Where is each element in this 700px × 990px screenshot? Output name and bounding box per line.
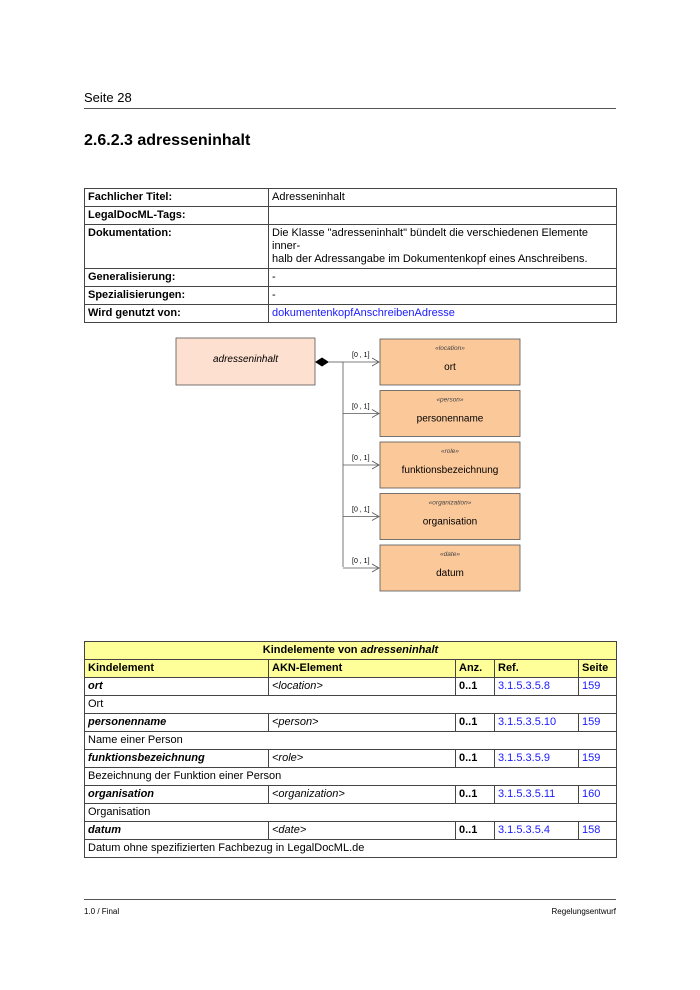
- composition-diamond-icon: [315, 358, 329, 367]
- col-header-anz: Anz.: [456, 660, 495, 678]
- child-name: funktionsbezeichnung: [85, 750, 269, 768]
- multiplicity-label: [0 , 1]: [352, 403, 370, 411]
- children-title-prefix: Kindelemente von: [262, 644, 361, 656]
- child-anz: 0..1: [456, 750, 495, 768]
- meta-value: -: [269, 287, 617, 305]
- child-ref-link[interactable]: 3.1.5.3.5.9: [498, 752, 550, 764]
- meta-key: Spezialisierungen:: [85, 287, 269, 305]
- table-row-description: [85, 696, 617, 714]
- child-page-link[interactable]: 159: [582, 752, 601, 764]
- meta-value: Adresseninhalt: [269, 189, 617, 207]
- meta-value: -: [269, 269, 617, 287]
- table-row: [85, 822, 617, 840]
- child-name: organisation: [85, 786, 269, 804]
- child-akn: <person>: [269, 714, 456, 732]
- table-row-description: [85, 840, 617, 858]
- table-row: [85, 750, 617, 768]
- child-ref-link[interactable]: 3.1.5.3.5.11: [498, 788, 556, 800]
- target-class-name: personenname: [416, 413, 484, 425]
- children-header-row: [85, 660, 617, 678]
- child-page-link[interactable]: 159: [582, 716, 601, 728]
- child-ref-cell: [495, 750, 579, 768]
- multiplicity-label: [0 , 1]: [352, 506, 370, 514]
- meta-row-tags: [85, 207, 617, 225]
- multiplicity-label: [0 , 1]: [352, 558, 370, 565]
- child-ref-link[interactable]: 3.1.5.3.5.8: [498, 680, 550, 692]
- meta-key: LegalDocML-Tags:: [85, 207, 269, 225]
- child-ref-link[interactable]: 3.1.5.3.5.4: [498, 824, 550, 836]
- target-classes: [343, 339, 520, 591]
- target-class-funktionsbezeichnung: [343, 442, 520, 488]
- child-page-cell: [579, 750, 617, 768]
- meta-row-generalization: [85, 269, 617, 287]
- multiplicity-label: [0 , 1]: [352, 352, 370, 359]
- target-class-ort: [343, 339, 520, 385]
- child-description: Datum ohne spezifizierten Fachbezug in LegalDocML.de: [85, 840, 617, 858]
- meta-row-specialization: [85, 287, 617, 305]
- child-description: Bezeichnung der Funktion einer Person: [85, 768, 617, 786]
- children-title-row: [85, 642, 617, 660]
- table-row: [85, 678, 617, 696]
- child-page-cell: [579, 822, 617, 840]
- child-akn: <role>: [269, 750, 456, 768]
- col-header-akn: AKN-Element: [269, 660, 456, 678]
- children-title: [85, 642, 617, 660]
- child-akn: <location>: [269, 678, 456, 696]
- target-class-name: funktionsbezeichnung: [401, 465, 499, 476]
- children-table: [84, 641, 617, 858]
- child-description: Name einer Person: [85, 732, 617, 750]
- header-divider: [84, 108, 616, 109]
- meta-key: Generalisierung:: [85, 269, 269, 287]
- page-header: Seite 28: [84, 90, 132, 105]
- child-akn: <organization>: [269, 786, 456, 804]
- child-anz: 0..1: [456, 822, 495, 840]
- children-title-class: adresseninhalt: [360, 644, 439, 656]
- child-ref-link[interactable]: 3.1.5.3.5.10: [498, 716, 557, 728]
- meta-value: [269, 207, 617, 225]
- metadata-table: [84, 188, 617, 323]
- stereotype-label: «date»: [440, 551, 460, 558]
- target-class-name: datum: [436, 568, 464, 579]
- child-anz: 0..1: [456, 714, 495, 732]
- child-page-cell: [579, 714, 617, 732]
- footer-document-type: Regelungsentwurf: [551, 907, 616, 916]
- child-description: Ort: [85, 696, 617, 714]
- target-class-personenname: [343, 391, 520, 437]
- meta-key: Fachlicher Titel:: [85, 189, 269, 207]
- child-page-link[interactable]: 158: [582, 824, 601, 836]
- stereotype-label: «person»: [436, 396, 464, 404]
- meta-value: [269, 305, 617, 323]
- stereotype-label: «location»: [435, 345, 465, 352]
- child-ref-cell: [495, 786, 579, 804]
- source-class-name: adresseninhalt: [212, 354, 279, 365]
- footer-divider: [84, 899, 616, 900]
- meta-row-title: [85, 189, 617, 207]
- section-title: 2.6.2.3 adresseninhalt: [84, 132, 251, 149]
- target-class-name: ort: [444, 362, 456, 373]
- meta-value: [269, 225, 617, 269]
- child-ref-cell: [495, 822, 579, 840]
- child-name: datum: [85, 822, 269, 840]
- meta-row-documentation: [85, 225, 617, 269]
- child-name: personenname: [85, 714, 269, 732]
- target-class-datum: [343, 545, 520, 591]
- table-row-description: [85, 732, 617, 750]
- child-page-cell: [579, 678, 617, 696]
- col-header-kindelement: Kindelement: [85, 660, 269, 678]
- target-class-name: organisation: [422, 516, 478, 528]
- meta-row-used-by: [85, 305, 617, 323]
- child-anz: 0..1: [456, 678, 495, 696]
- col-header-ref: Ref.: [495, 660, 579, 678]
- child-page-link[interactable]: 159: [582, 680, 601, 692]
- child-akn: <date>: [269, 822, 456, 840]
- table-row-description: [85, 804, 617, 822]
- table-row: [85, 714, 617, 732]
- table-row-description: [85, 768, 617, 786]
- uml-class-diagram: [0, 330, 700, 600]
- child-page-link[interactable]: 160: [582, 788, 601, 800]
- child-page-cell: [579, 786, 617, 804]
- child-description: Organisation: [85, 804, 617, 822]
- stereotype-label: «role»: [440, 448, 460, 455]
- meta-key: Dokumentation:: [85, 225, 269, 269]
- meta-key: Wird genutzt von:: [85, 305, 269, 323]
- col-header-seite: Seite: [579, 660, 617, 678]
- documentation-line-2: halb der Adressangabe im Dokumentenkopf eines Anschreibens.: [272, 253, 588, 265]
- footer-version: 1.0 / Final: [84, 907, 120, 916]
- child-name: ort: [85, 678, 269, 696]
- used-by-link[interactable]: dokumentenkopfAnschreibenAdresse: [272, 307, 455, 319]
- child-anz: 0..1: [456, 786, 495, 804]
- documentation-line-1: Die Klasse "adresseninhalt" bündelt die verschiedenen Elemente inner-: [272, 227, 589, 252]
- child-ref-cell: [495, 714, 579, 732]
- stereotype-label: «organization»: [428, 499, 472, 507]
- multiplicity-label: [0 , 1]: [352, 455, 370, 462]
- table-row: [85, 786, 617, 804]
- child-ref-cell: [495, 678, 579, 696]
- target-class-organisation: [343, 494, 520, 540]
